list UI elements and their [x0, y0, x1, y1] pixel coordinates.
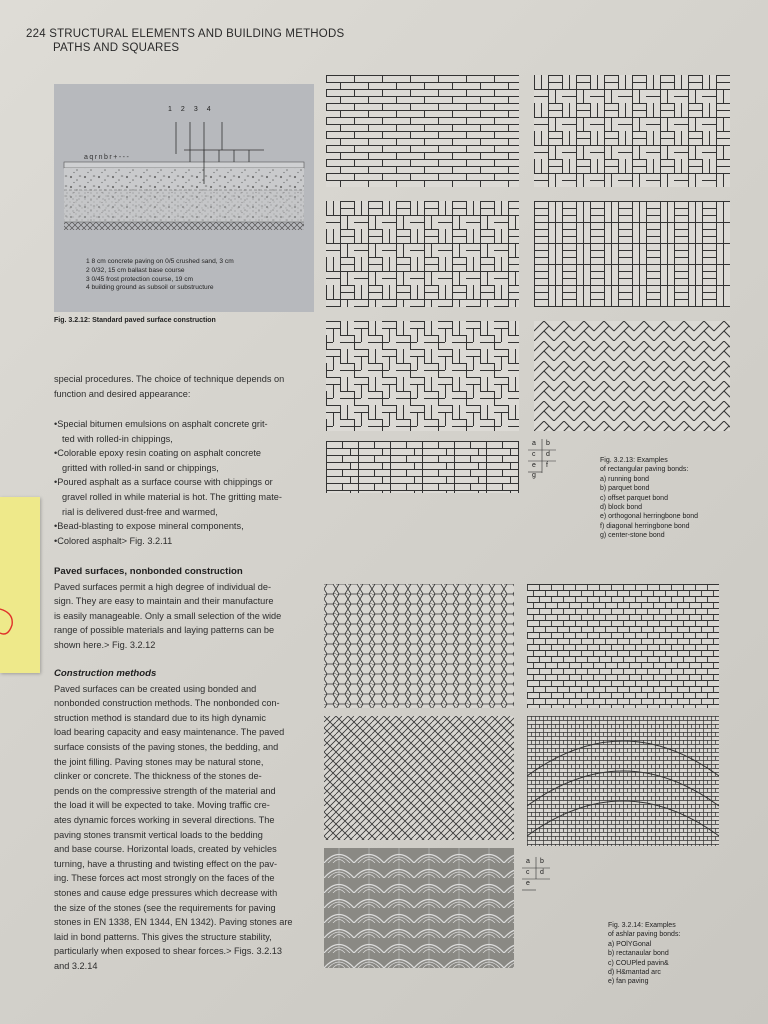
list-item: •Colorable epoxy resin coating on asphalt concrete — [54, 448, 261, 459]
text-line: load bearing capacity and easy maintenance. The paved — [54, 727, 285, 738]
callout-2: 2 — [180, 106, 194, 113]
text-line: laid in bond patterns. This gives the structure stability, — [54, 931, 272, 942]
text-line: ing. These forces act most strongly on the faces of the — [54, 873, 275, 884]
sticky-note — [0, 497, 40, 673]
text-line: is easily manageable. Only a small selection of the wide — [54, 610, 282, 621]
legend-item: 1 8 cm concrete paving on 0/5 crushed sand, 3 cm — [86, 258, 234, 265]
chapter-title: STRUCTURAL ELEMENTS AND BUILDING METHODS — [49, 28, 345, 40]
key-g: g — [532, 472, 536, 479]
key-e: e — [532, 462, 536, 469]
callout-4: 4 — [206, 106, 220, 113]
key-d: d — [546, 451, 550, 458]
list-item: •Colored asphalt> Fig. 3.2.11 — [54, 535, 173, 546]
callout-3: 3 — [193, 106, 207, 113]
key-e: e — [526, 880, 530, 887]
key-b: b — [540, 858, 544, 865]
pattern-g-center-stone — [326, 441, 519, 493]
pen-mark-icon — [0, 497, 40, 673]
pattern-d-block-bond — [534, 201, 730, 307]
text-line: pends on the compressive strength of the material and — [54, 785, 276, 796]
pattern-e-fan-paving — [324, 848, 514, 968]
text-line: turning, have a thrusting and twisting effect on the pav- — [54, 858, 278, 869]
text-line: the load it will be expected to take. Moving traffic cre- — [54, 800, 270, 811]
fig-3212-legend — [86, 258, 234, 293]
fig-3212-panel — [54, 84, 314, 312]
text-line: stones and cause edge pressures which decrease with — [54, 887, 278, 898]
section-title: PATHS AND SQUARES — [53, 42, 180, 54]
caption-line: b) parquet bond — [600, 485, 650, 493]
caption-line: of rectangular paving bonds: — [600, 466, 689, 474]
callout-1: 1 — [168, 106, 181, 113]
text-line: surface consists of the paving stones, the bedding, and — [54, 741, 279, 752]
section-methods — [54, 667, 316, 973]
pattern-c-offset-parquet — [326, 201, 519, 307]
fig-3214-caption — [608, 921, 680, 987]
text-line: particularly when exposed to shear forces.> Figs. 3.2.13 — [54, 946, 283, 957]
key-a: a — [532, 440, 536, 447]
pattern-f-diagonal-herringbone — [534, 321, 730, 431]
fig-3213-caption — [600, 456, 698, 541]
list-item: •Bead-blasting to expose mineral components, — [54, 521, 244, 532]
text-line: the joint filling. Paving stones may be natural stone, — [54, 756, 264, 767]
pattern-c-coupled — [324, 716, 514, 840]
list-item: gravel rolled in while material is hot. The gritting mate- — [62, 491, 282, 502]
technique-list — [54, 417, 316, 548]
caption-line: a) running bond — [600, 475, 650, 483]
caption-line: c) COUPled pavin& — [608, 959, 669, 967]
caption-line: e) orthogonal herringbone bond — [600, 513, 699, 521]
text-line: paving stones transmit vertical loads to the bedding — [54, 829, 263, 840]
pattern-d-segmental-arc — [527, 716, 719, 846]
caption-line: c) offset parquet bond — [600, 494, 668, 502]
key-b: b — [546, 440, 550, 447]
layer-marks: aqrnbr+--- — [84, 154, 131, 161]
section-nonbonded — [54, 565, 316, 653]
callout-numbers — [168, 106, 248, 113]
caption-line: d) H&mantad arc — [608, 969, 661, 977]
pattern-e-orthogonal-herringbone — [326, 321, 519, 431]
list-item: •Special bitumen emulsions on asphalt concrete grit- — [54, 419, 268, 429]
text-line: range of possible materials and laying patterns can be — [54, 625, 275, 636]
list-item: ted with rolled-in chippings, — [62, 433, 173, 444]
text-line: and base course. Horizontal loads, created by vehicles — [54, 844, 277, 855]
list-item: rial is delivered dust-free and warmed, — [62, 506, 218, 517]
section-heading: Construction methods — [54, 668, 157, 679]
text-line: and 3.2.14 — [54, 960, 98, 971]
key-f: f — [546, 462, 548, 469]
text-line: ates dynamic forces working in several directions. The — [54, 814, 275, 825]
intro-paragraph: special procedures. The choice of technique depends on function and desired appearance: — [54, 374, 285, 399]
legend-item: 3 0/45 frost protection course, 19 cm — [86, 275, 194, 283]
caption-line: a) POlYGonal — [608, 940, 652, 948]
text-line: Paved surfaces permit a high degree of individual de- — [54, 581, 272, 592]
key-c: c — [532, 451, 536, 458]
caption-line: g) center-stone bond — [600, 532, 665, 540]
pattern-b-parquet-bond — [534, 75, 730, 187]
key-a: a — [526, 858, 530, 865]
key-d: d — [540, 869, 544, 876]
pattern-b-rectangular — [527, 584, 719, 708]
caption-line: b) rectanaular bond — [608, 950, 669, 958]
text-line: stones in EN 1338, EN 1344, EN 1342). Paving stones are — [54, 917, 293, 928]
text-line: clinker or concrete. The thickness of the stones de- — [54, 771, 262, 782]
caption-line: e) fan paving — [608, 978, 649, 986]
caption-line: of ashlar paving bonds: — [608, 931, 681, 939]
caption-line: f) diagonal herringbone bond — [600, 522, 690, 530]
section-heading: Paved surfaces, nonbonded construction — [54, 566, 243, 577]
text-line: shown here.> Fig. 3.2.12 — [54, 639, 156, 650]
list-item: gritted with rolled-in sand or chippings, — [62, 462, 219, 473]
pattern-a-running-bond — [326, 75, 519, 187]
legend-item: 4 building ground as subsoil or substructure — [86, 284, 214, 292]
text-line: nonbonded construction methods. The nonbonded con- — [54, 698, 280, 709]
caption-line: Fig. 3.2.14: Examples — [608, 922, 676, 929]
list-item: •Poured asphalt as a surface course with chippings or — [54, 477, 273, 488]
text-line: struction method is standard due to its high dynamic — [54, 712, 266, 723]
text-line: Paved surfaces can be created using bonded and — [54, 683, 257, 694]
fig-3212-caption: Fig. 3.2.12: Standard paved surface construction — [54, 317, 216, 324]
page-number: 224 — [26, 28, 46, 40]
key-c: c — [526, 869, 530, 876]
text-line: the size of the stones (see the requirements for paving — [54, 902, 276, 913]
caption-line: d) block bond — [600, 504, 643, 512]
legend-item: 2 0/32, 15 cm ballast base course — [86, 266, 185, 274]
pattern-a-polygonal — [324, 584, 514, 708]
caption-line: Fig. 3.2.13: Examples — [600, 457, 668, 464]
text-line: sign. They are easy to maintain and their manufacture — [54, 596, 274, 607]
page-header — [26, 28, 344, 40]
